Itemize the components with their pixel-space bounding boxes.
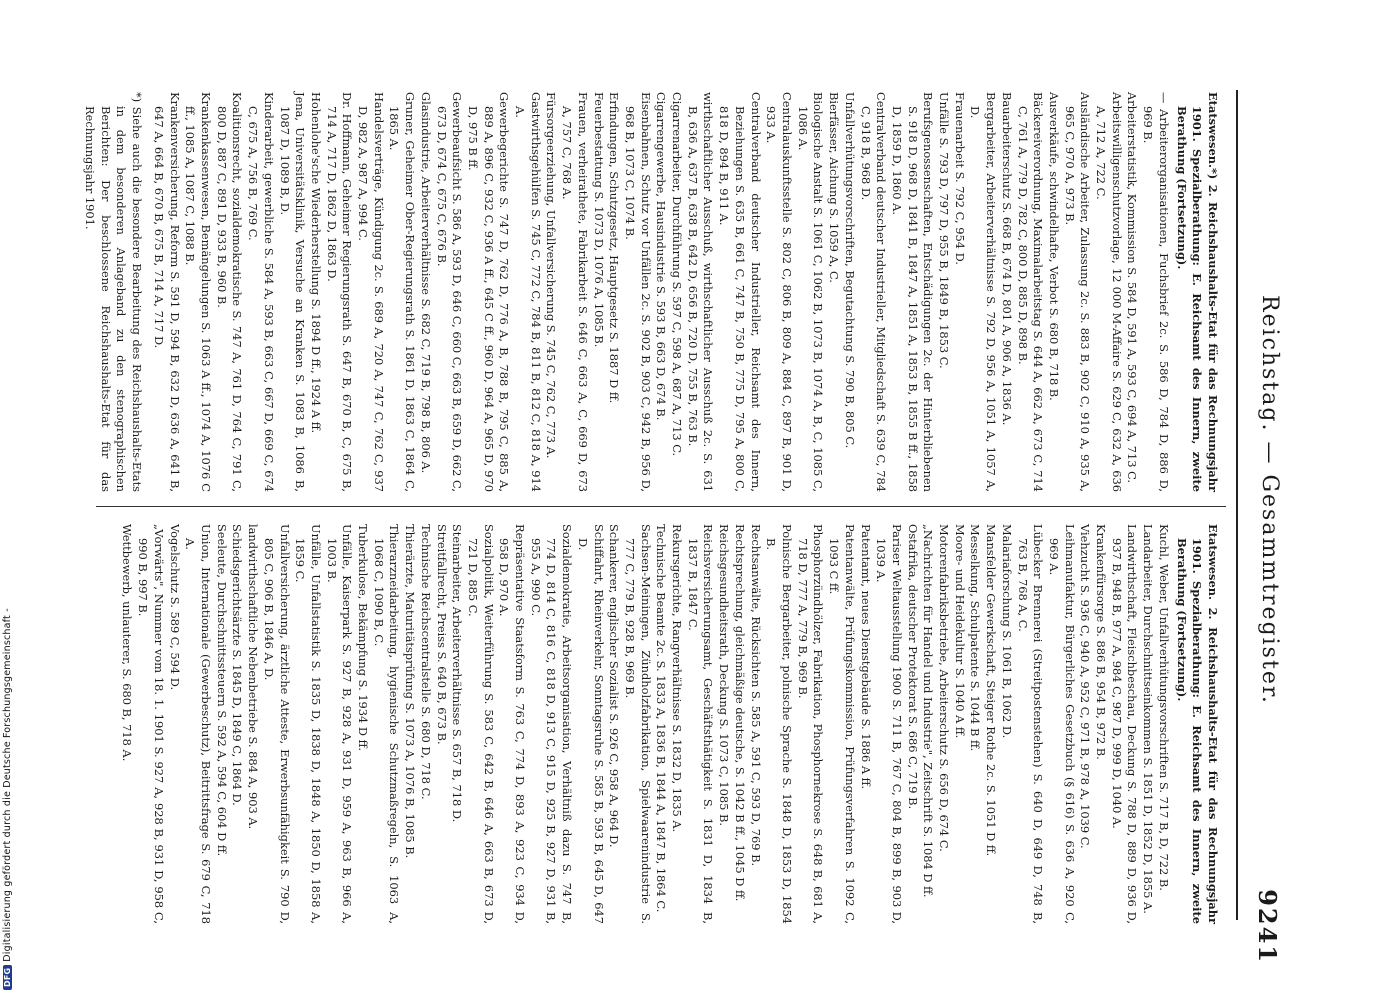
left-column bbox=[81, 92, 1220, 492]
index-entry: Bauarbeiterschutz S. 668 B, 674 D, 801 A, 906 A, 1836 A. bbox=[999, 92, 1014, 426]
right-column bbox=[119, 524, 1220, 924]
left-entry-list bbox=[150, 92, 1171, 492]
index-entry: Kuchl, Weber, Unfallverhütungsvorschriften S. 717 B, D, 722 B. bbox=[1156, 524, 1171, 891]
index-entry: Ostafrika, deutscher Protektorat S. 686 C, 719 B. bbox=[905, 524, 920, 810]
index-entry: Fürsorgeerziehung, Unfallversicherung S. 745 C, 762 C, 773 A. bbox=[544, 92, 559, 459]
index-entry: Phosphorzündhölzer, Fabrikation, Phosphornekrose S. 648 B, 681 A, 718 D, 777 A, 779 B, 969 B. bbox=[795, 524, 826, 924]
index-entry: Centralauskunftsstelle S. 802 C, 806 B, 809 A, 884 C, 897 B, 901 D, 933 A. bbox=[764, 92, 795, 492]
index-entry: Gewerbegerichte S. 747 D, 762 D, 776 A, B, 788 B, 795 C, 885 A, 889 A, 896 C, 932 C, 936 A ff., 645 C ff., 960 D, 964 A, 965 D, 970 D, 975 B ff. bbox=[465, 92, 512, 492]
index-entry: Ausverkäufe, schwindelhafte, Verbot S. 680 B, 718 B. bbox=[1046, 92, 1061, 401]
index-entry: Landwirthschaft, Fleischbeschau, Deckung S. 788 D, 889 D, 936 D, 937 B, 948 B, 977 A, 984 C, 987 D, 999 D, 1040 A. bbox=[1109, 524, 1140, 924]
index-entry: Hohenlohe'sche Wiederherstellung S. 1894 D ff., 1924 A ff. bbox=[308, 92, 323, 434]
index-entry: wirthschaftlicher Ausschuß, wirthschaftlicher Ausschuß 2c. S. 631 B, 636 A, 637 B, 638 B, 642 D, 656 B, 720 D, 755 B, 763 B. bbox=[685, 92, 716, 492]
index-entry: Malariaforschung S. 1061 B, 1062 D. bbox=[999, 524, 1014, 739]
index-entry: Streitfallrecht, Preiss S. 640 B, 673 B. bbox=[434, 524, 449, 745]
index-entry: Feuerbestattung S. 1073 D, 1076 A, 1085 B. bbox=[591, 92, 606, 348]
index-entry: Pariser Weltausstellung 1900 S. 711 B, 767 C, 804 B, 899 B, 903 D, 1039 A. bbox=[874, 524, 904, 924]
column-divider bbox=[96, 506, 1226, 507]
index-entry: Sachsen-Meiningen, Zündholzfabrikation, Spielwaarenindustrie S. 777 C, 779 B, 928 B, 969 B. bbox=[622, 524, 653, 924]
header-rule bbox=[1236, 90, 1238, 920]
index-entry: Cigarrengewerbe, Hausindustrie S. 593 B, 663 D, 674 B. bbox=[654, 92, 669, 421]
index-entry: Gastwirthsgehülfen S. 745 C, 772 C, 784 B, 811 B, 812 C, 818 A, 914 A. bbox=[513, 92, 543, 492]
index-entry: Messelkung, Schulpatente S. 1044 B ff. bbox=[968, 524, 983, 752]
index-entry: Rechtsprechung, gleichmäßige deutsche, S. 1042 B ff., 1045 D ff. bbox=[732, 524, 747, 902]
index-entry: Krankenversicherung, Reform S. 591 D, 594 B, 632 D, 636 A, 641 B, 647 A, 664 B, 670 B, 675 B, 714 A, 717 D. bbox=[151, 92, 182, 492]
index-entry: Unfälle, Unfallstatistik S. 1835 D, 1838 D, 1848 A, 1850 D, 1858 A, 1859 C. bbox=[293, 524, 323, 924]
index-entry: Vogelschutz S. 589 C, 594 D. bbox=[167, 524, 182, 691]
index-entry: Mansfelder Gewerkschaft, Steiger Rothe 2c. S. 1051 D ff. bbox=[984, 524, 999, 857]
index-entry: Eisenbahnen, Schutz vor Unfällen 2c. S. 902 B, 903 C, 942 B, 956 D, 968 B, 1073 C, 1074 B. bbox=[622, 92, 653, 492]
index-entry: Koalitionsrecht, sozialdemokratische S. 747 A, 761 D, 764 C, 791 C, 800 D, 887 C, 891 D, 933 B, 960 B. bbox=[214, 92, 245, 492]
page-header bbox=[1246, 0, 1282, 1000]
page-number: 9241 bbox=[1253, 889, 1282, 964]
index-entry: Bierfässer, Aichung S. 1059 A, C. bbox=[827, 92, 842, 283]
index-entry: Centralverband deutscher Industrieller, Reichsamt des Innern, Beziehungen S. 635 B, 661 C, 747 B, 750 B, 775 D, 795 A, 800 C, 818 D, 894 B, 911 A. bbox=[717, 92, 763, 492]
index-entry: Ausländische Arbeiter, Zulassung 2c. S. 883 B, 902 C, 910 A, 935 A, 965 C, 970 A, 973 B. bbox=[1062, 92, 1093, 492]
index-entry: Unfallversicherung, ärztliche Atteste, Erwerbsunfähigkeit S. 790 D, 805 C, 906 B, 1846 A, D. bbox=[261, 524, 292, 924]
index-entry: Technische Beamte 2c. S. 1833 A, 1836 B, 1844 A, 1847 B, 1864 C. bbox=[654, 524, 669, 913]
index-entry: Seeleute, Durchschnittssteuern S. 592 A, 594 C, 604 D ff. bbox=[214, 524, 229, 857]
index-entry: Kinderarbeit, gewerbliche S. 584 A, 593 B, 663 C, 667 D, 669 C, 674 C, 675 A, 756 B, 769 C. bbox=[246, 92, 276, 492]
running-title: Reichstag. — Gesammtregister. bbox=[1257, 295, 1282, 705]
index-entry: Berufsgenossenschaften, Entschädigungen 2c. der Hinterbliebenen S. 918 D, 968 D, 1841 B, 1847 A, 1851 A, 1853 B, 1855 B ff., 1858 D, 1859 D, 1860 A. bbox=[889, 92, 936, 492]
index-entry: Unfallverhütungsvorschriften, Begutachtung S. 790 B, 805 C. bbox=[842, 92, 857, 449]
index-entry: Schiffahrt, Rheinverkehr, Sonntagsruhe S. 585 B, 593 B, 645 D, 647 D. bbox=[575, 524, 606, 924]
index-entry: Patentanwälte, Prüfungskommission, Prüfungsverfahren S. 1092 C, 1093 C ff. bbox=[827, 524, 857, 924]
index-entry: Schiedsgerichtsärzte S. 1845 D, 1849 C, 1864 D. bbox=[230, 524, 245, 806]
index-entry: Sozialpolitik, Weiterführung S. 583 C, 642 B, 646 A, 663 B, 673 D, 721 D, 885 C. bbox=[465, 524, 496, 924]
index-entry: Centralverband deutscher Industrieller, Mitgliedschaft S. 639 C, 784 C, 918 B, 968 D. bbox=[858, 92, 889, 492]
index-entry: Polnische Bergarbeiter, polnische Sprache S. 1848 D, 1853 D, 1854 B. bbox=[764, 524, 795, 924]
index-entry: Tuberkulose, Bekämpfung S. 1934 D ff. bbox=[356, 524, 371, 751]
index-entry: Frauen, verheirathete, Fabrikarbeit S. 646 C, 663 A, C, 669 D, 673 A, 757 C, 768 A. bbox=[560, 92, 590, 492]
index-entry: Arbeitswilligenschutzvorlage, 12 000 M-Affaire S. 629 C, 632 A, 636 A, 712 A, 722 C. bbox=[1094, 92, 1124, 492]
index-entry: Jena, Universitätsklinik, Versuche an Kranken S. 1083 B, 1086 B, 1087 D, 1089 B, D. bbox=[277, 92, 308, 492]
credit-text: Digitalisierung gefördert durch die Deutsche Forschungsgemeinschaft - bbox=[2, 608, 13, 962]
index-entry: Thierärzte, Maturitätsprüfung S. 1073 A, 1076 B, 1085 B. bbox=[403, 524, 418, 859]
index-entry: „Nachrichten für Handel und Industrie", Zeitschrift S. 1084 D ff. bbox=[921, 524, 936, 898]
index-entry: Biologische Anstalt S. 1061 C, 1062 B, 1073 B, 1074 A, B, C, 1085 C, 1086 A. bbox=[795, 92, 826, 492]
index-entry: Reichsgesundheitsrath, Deckung S. 1073 C, 1085 B. bbox=[717, 524, 732, 827]
index-entry: Technische Reichscentralstelle S. 680 D, 718 C. bbox=[418, 524, 433, 800]
index-entry: Viehzucht S. 936 C, 940 A, 952 C, 971 B, 978 A, 1039 C. bbox=[1078, 524, 1093, 849]
index-entry: Krankenfürsorge S. 886 B, 954 B, 972 B. bbox=[1094, 524, 1109, 760]
index-entry: Glasindustrie, Arbeiterverhältnisse S. 682 C, 719 B, 798 B, 806 A. bbox=[418, 92, 433, 474]
index-entry: Krankenkassenwesen, Bemängelungen S. 1063 A ff., 1074 A, 1076 C ff., 1085 A, 1087 C, 1088 B. bbox=[183, 92, 213, 492]
index-entry: Dr. Hoffmann, Geheimer Regierungsrath S. 647 B, 670 B, C, 675 B, 714 A, 717 D, 1862 D, 1863 D. bbox=[324, 92, 355, 492]
index-entry: landwirthschaftliche Nebenbetriebe S. 884 A, 903 A. bbox=[246, 524, 261, 830]
index-entry: Unfälle, Kaiserpark S. 927 B, 928 A, 931 D, 959 A, 963 B, 966 A, 1003 B. bbox=[324, 524, 355, 924]
index-entry: Sozialdemokratie, Arbeitsorganisation, Verhältniß dazu S. 747 B, 774 D, 814 C, 816 C, 818 D, 913 C, 915 D, 925 B, 927 D, 931 B, 955 A, 990 C. bbox=[528, 524, 575, 924]
index-entry: Gewerbeaufsicht S. 586 A, 593 D, 646 C, 660 C, 663 B, 659 D, 662 C, 673 D, 674 C, 675 C, 676 B. bbox=[434, 92, 465, 492]
index-entry: Bäckereiverordnung, Maximalarbeitstag S. 644 A, 662 A, 673 C, 714 C, 761 A, 779 D, 782 C, 800 D, 885 D, 898 B. bbox=[1015, 92, 1046, 492]
index-entry: „Vorwärts", Nummer vom 18. 1. 1901 S. 927 A, 928 B, 931 D, 958 C, 990 B, 997 B. bbox=[136, 524, 166, 924]
index-entry: Gruner, Geheimer Ober-Regierungsrath S. 1861 D, 1863 C, 1864 C, 1865 A. bbox=[387, 92, 418, 492]
index-entry: Union, Internationale (Gewerbeschutz), Beitrittsfrage S. 679 C, 718 A. bbox=[183, 524, 213, 924]
digitization-credit bbox=[0, 0, 14, 1000]
index-entry: Wettbewerb, unlauterer, S. 680 B, 718 A. bbox=[120, 524, 135, 762]
index-entry: Lübecker Brennerei (Streitpostenstehen) S. 640 D, 649 D, 748 B, 763 B, 768 A, C. bbox=[1015, 524, 1046, 924]
right-entry-list bbox=[119, 524, 1171, 924]
index-entry: Thierarzneidarbeitung, hygienische Schutzmaßregeln, S. 1063 A, 1068 C, 1090 B, C. bbox=[371, 524, 402, 924]
index-entry: Erfindungen, Schutzgesetz, Hauptgesetz S. 1887 D ff. bbox=[607, 92, 622, 404]
index-entry: — Arbeiterorganisationen, Fuchsbrief 2c. S. 586 D, 784 D, 886 D, 969 B. bbox=[1141, 92, 1171, 492]
index-entry: Arbeiterstatistik, Kommission S. 584 D, 591 A, 593 C, 694 A, 713 C. bbox=[1125, 92, 1140, 484]
index-entry: Landarbeiter, Durchschnittseinkommen S. 1851 D, 1852 D, 1855 A. bbox=[1141, 524, 1156, 914]
index-entry: Rekursgerichte, Rangverhältnisse S. 1832 D, 1835 A. bbox=[670, 524, 685, 833]
left-column-heading: Etatswesen.*) 2. Reichshaushalts-Etat für das Rechnungsjahr 1901. Spezialberathung: E. Reichsamt des Innern, zweite Berathung (Fortsetzung). bbox=[1174, 92, 1220, 492]
right-column-heading: Etatswesen. 2. Reichshaushalts-Etat für das Rechnungsjahr 1901. Spezialberathung: E. Reichsamt des Innern, zweite Berathung (Fortsetzung). bbox=[1174, 524, 1220, 924]
dfg-logo: DFG bbox=[3, 965, 12, 990]
index-entry: Frauenarbeit S. 792 C, 954 D. bbox=[952, 92, 967, 265]
index-entry: Reichsversicherungsamt, Geschäftsthätigkeit S. 1831 D, 1834 B, 1837 B, 1847 C. bbox=[685, 524, 716, 924]
index-entry: Bergarbeiter, Arbeiterverhältnisse S. 792 D, 956 A, 1051 A, 1057 A, D. bbox=[968, 92, 999, 492]
index-entry: Steinarbeiter, Arbeiterverhältnisse S. 657 B, 718 D. bbox=[450, 524, 465, 823]
index-entry: Cigarrenarbeiter, Durchführung S. 597 C, 598 A, 687 A, 713 C. bbox=[670, 92, 685, 457]
footnote: *) Siehe auch die besondere Bearbeitung des Reichshaushalts-Etats in dem besonderen Anlageband zu den stenographischen Berichten: Der beschlossene Reichshaushalts-Etat für das Rechnungsjahr 1901. bbox=[83, 92, 145, 492]
index-entry: Handelsverträge, Kündigung 2c. S. 689 A, 720 A, 747 C, 762 C, 937 D, 982 A, 987 A, 994 C. bbox=[356, 92, 386, 492]
index-entry: Leihmanufaktur, Bürgerliches Gesetzbuch (§ 616) S. 636 A, 920 C, 969 A. bbox=[1046, 524, 1077, 924]
index-entry: Motorenfabriksbetriebe, Arbeiterschutz S. 656 D, 674 C. bbox=[937, 524, 952, 852]
index-entry: Repräsentative Staatsform S. 763 C, 774 D, 893 A, 923 C, 934 D, 958 D, 970 A. bbox=[497, 524, 528, 924]
index-entry: Schankerer, englischer Sozialist S. 926 C, 958 A, 964 D. bbox=[607, 524, 622, 848]
index-entry: Patentamt, neues Dienstgebäude S. 1886 A ff. bbox=[858, 524, 873, 789]
index-entry: Rechtsanwälte, Rücksichten S. 585 A, 591 C, 593 D, 769 B. bbox=[748, 524, 763, 867]
index-entry: Unfälle S. 793 D, 797 D, 955 B, 1849 B, 1853 C. bbox=[937, 92, 952, 369]
index-entry: Moore- und Heidekultur S. 1040 A ff. bbox=[952, 524, 967, 739]
